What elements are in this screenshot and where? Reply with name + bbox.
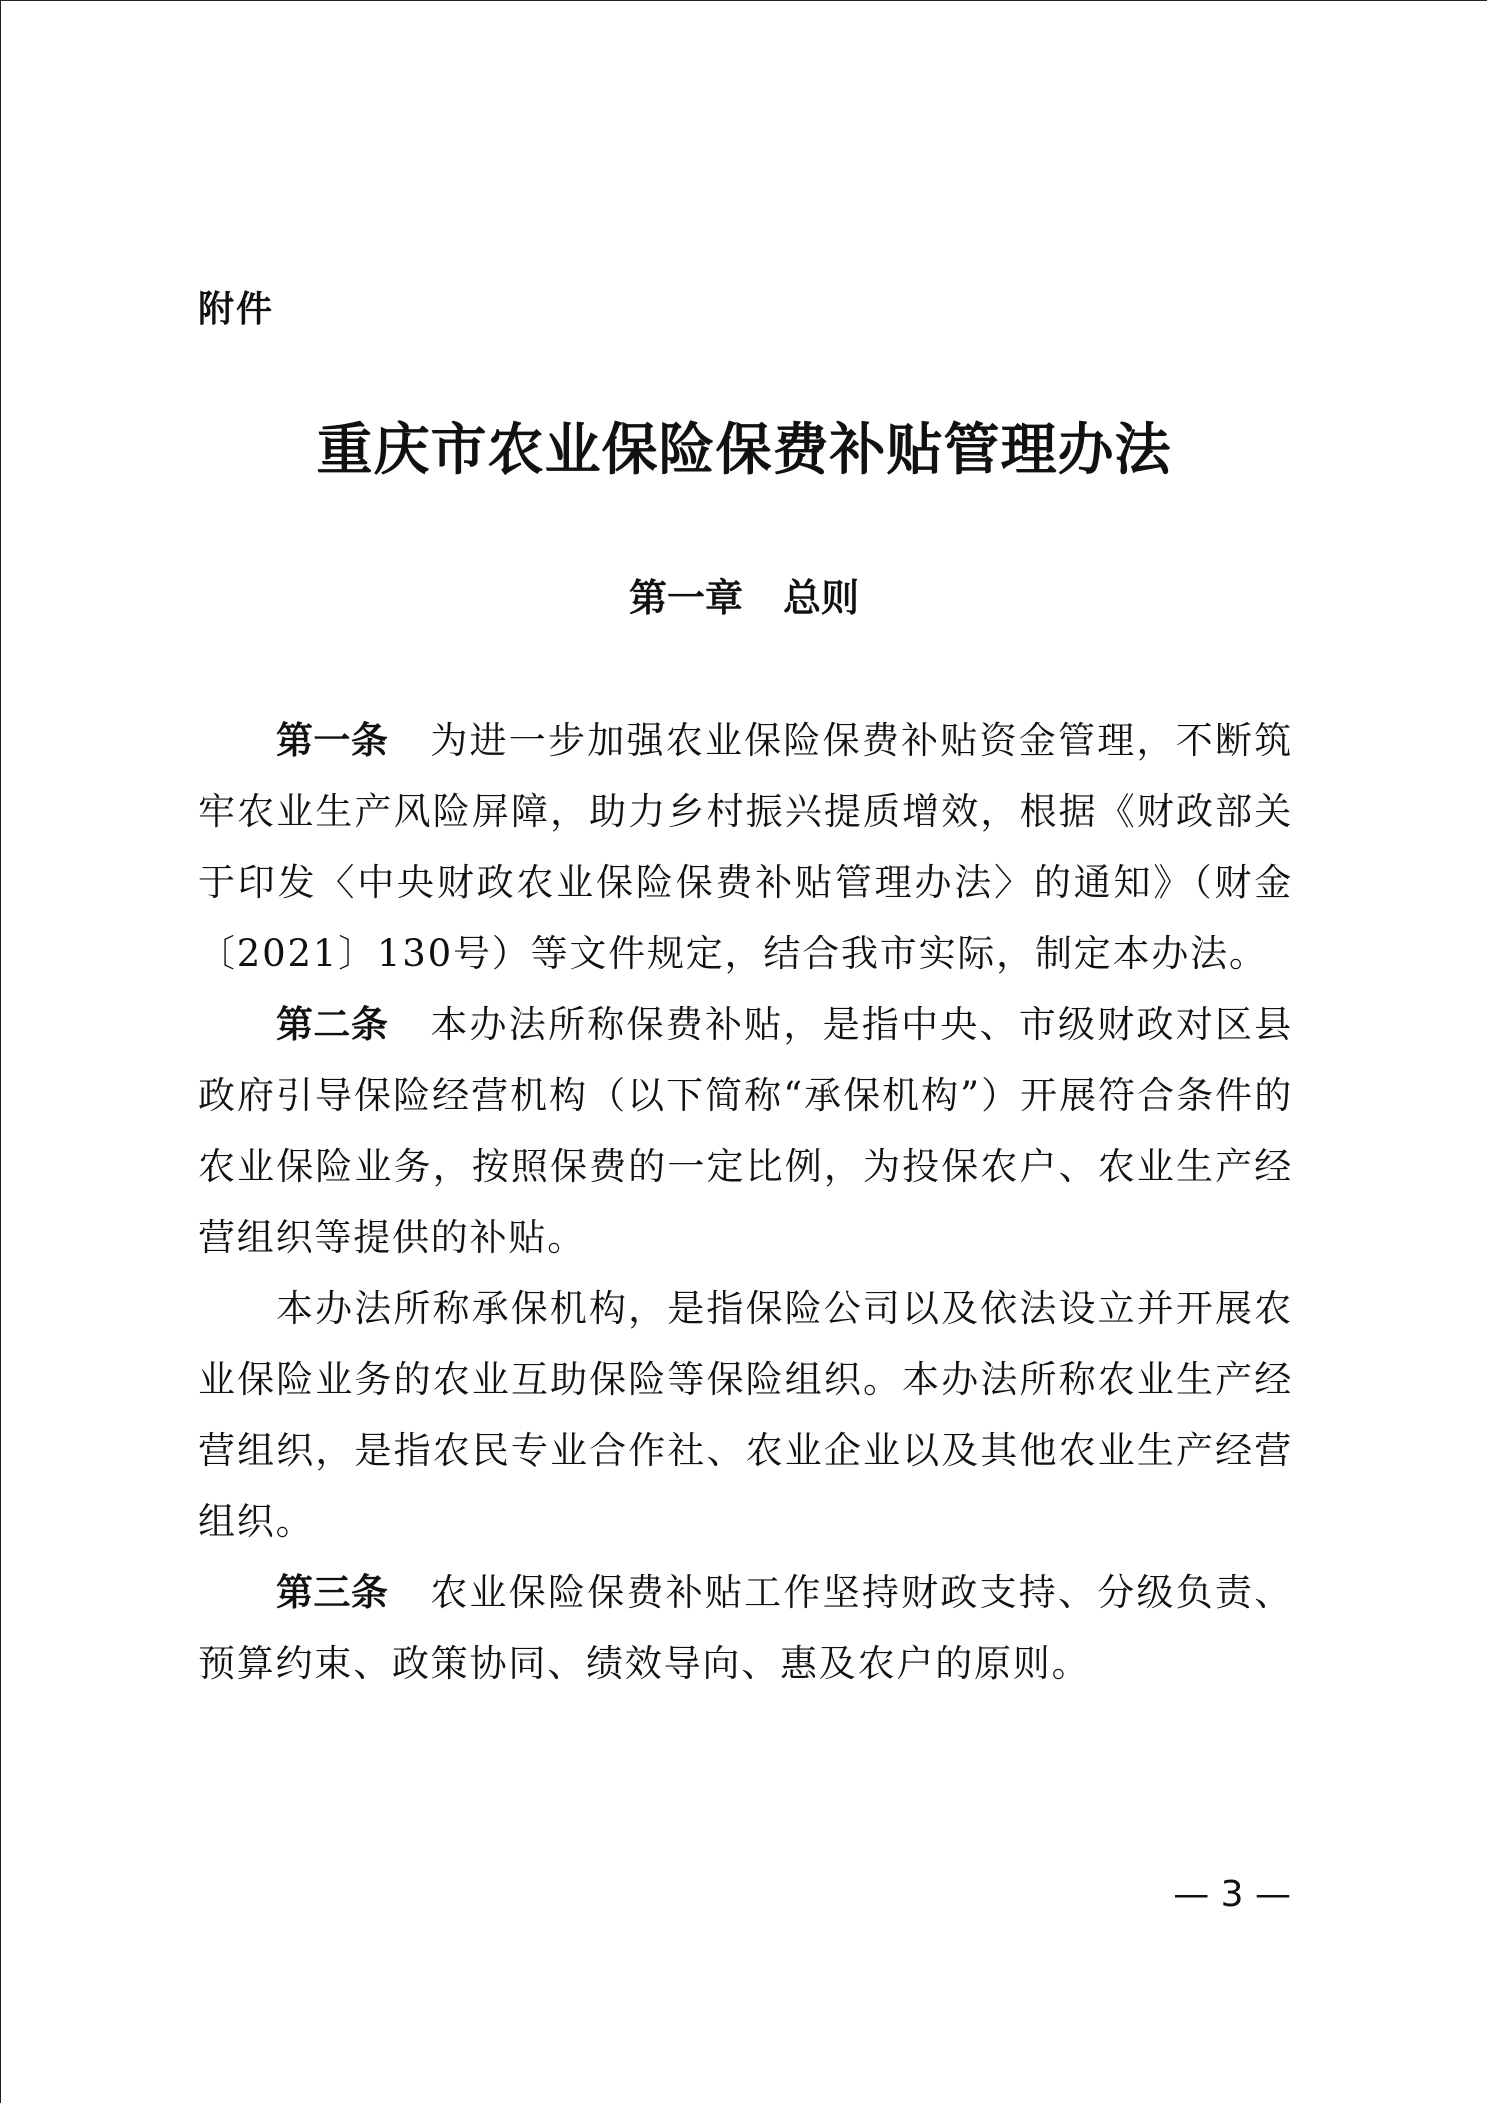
article-text: 本办法所称保费补贴，是指中央、市级财政对区县政府引导保险经营机构（以下简称“承保机构”）开展符合条件的农业保险业务，按照保费的一定比例，为投保农户、农业生产经营组织等提供的补贴。 [198,1003,1294,1259]
attachment-label: 附件 [198,289,275,330]
page-number: — 3 — [1173,1874,1291,1915]
article-paragraph [198,1273,1293,1557]
chapter-heading [0,570,1488,626]
article-label: 第一条 [276,719,389,762]
article-paragraph [198,1557,1293,1699]
article-label: 第三条 [276,1571,389,1614]
document-body [198,705,1293,1699]
chapter-name: 总则 [783,576,860,620]
article-text: 为进一步加强农业保险保费补贴资金管理，不断筑牢农业生产风险屏障，助力乡村振兴提质增效，根据《财政部关于印发〈中央财政农业保险保费补贴管理办法〉的通知》（财金〔2021〕130号）等文件规定，结合我市实际，制定本办法。 [198,719,1294,975]
chapter-number: 第一章 [628,576,743,620]
article-text: 本办法所称承保机构，是指保险公司以及依法设立并开展农业保险业务的农业互助保险等保险组织。本办法所称农业生产经营组织，是指农民专业合作社、农业企业以及其他农业生产经营组织。 [198,1287,1293,1543]
article-paragraph [198,989,1293,1273]
article-label: 第二条 [276,1003,389,1046]
article-text: 农业保险保费补贴工作坚持财政支持、分级负责、预算约束、政策协同、绩效导向、惠及农户的原则。 [198,1571,1294,1685]
article-paragraph [198,705,1293,989]
document-title: 重庆市农业保险保费补贴管理办法 [316,417,1172,483]
